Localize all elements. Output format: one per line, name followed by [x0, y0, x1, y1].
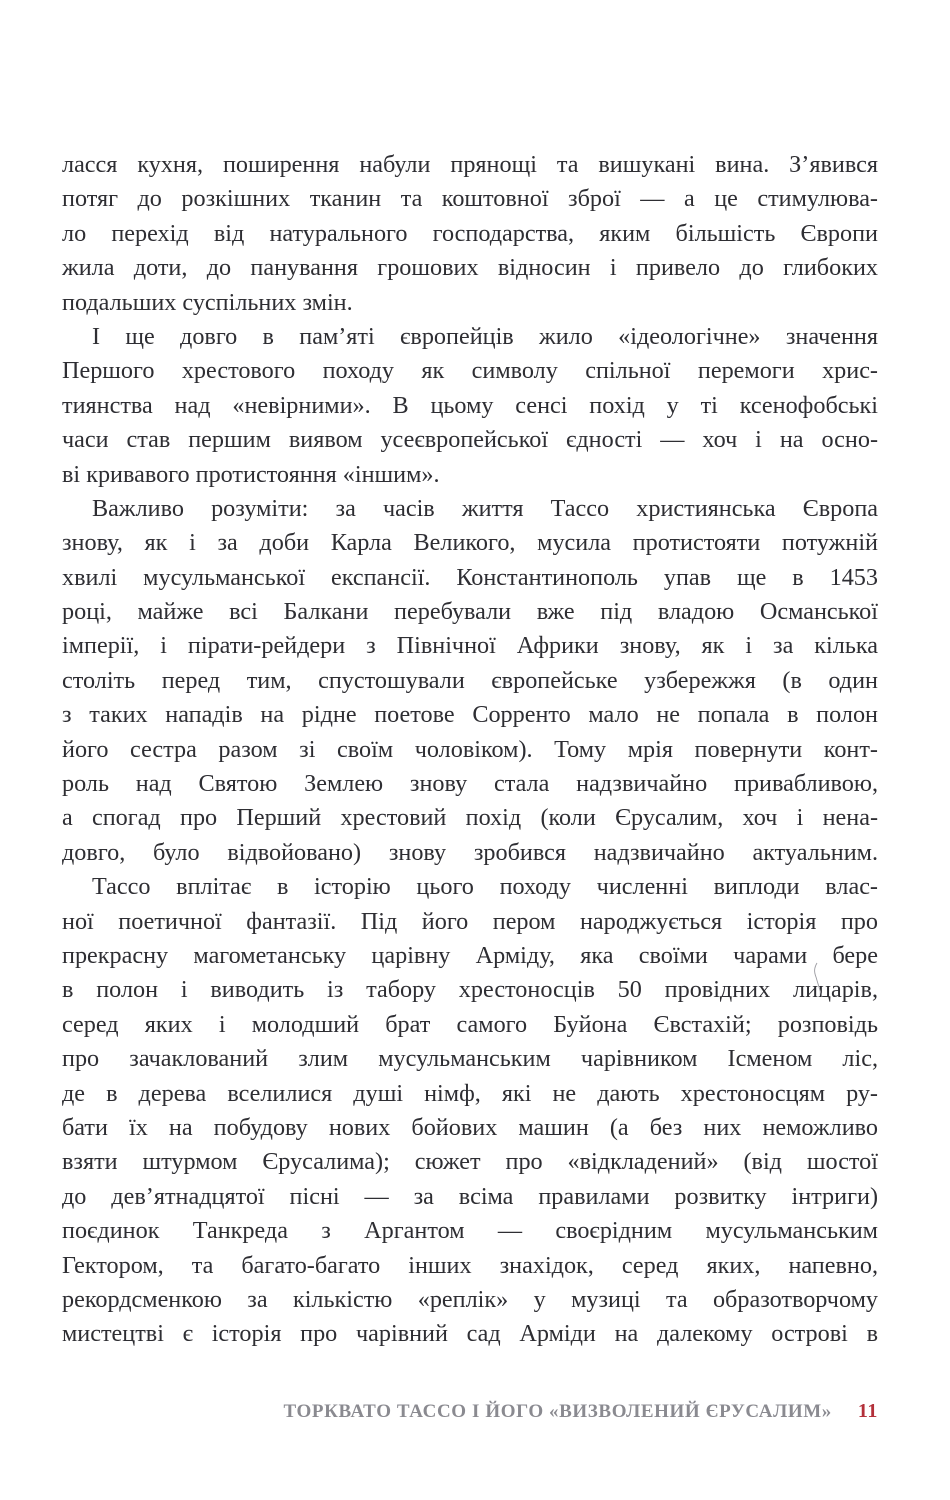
text-line: з таких нападів на рідне поетове Сорренто мало не попала в полон — [62, 701, 878, 729]
text-line: серед яких і молодший брат самого Буйона Євстахій; розповідь — [62, 1010, 878, 1038]
text-line: І ще довго в пам’яті європейців жило «ідеологічне» значення — [92, 322, 878, 350]
text-line: ласся кухня, поширення набули прянощі та вишукані вина. З’явився — [62, 151, 878, 178]
text-line: рекордсменкою за кількістю «реплік» у музиці та образотворчому — [62, 1285, 878, 1313]
body-text — [62, 148, 878, 1352]
text-line: де в дерева вселилися душі німф, які не дають хрестоносцям ру- — [62, 1079, 878, 1107]
text-line: імперії, і пірати-рейдери з Північної Африки знову, як і за кілька — [62, 632, 878, 660]
text-line: довго, було відвойовано) знову зробився надзвичайно актуальним. — [62, 838, 878, 866]
text-line: Першого хрестового походу як символу спільної перемоги хрис- — [62, 357, 878, 385]
text-line: Важливо розуміти: за часів життя Тассо християнська Європа — [92, 494, 878, 522]
text-line: тиянства над «невірними». В цьому сенсі похід у ті ксенофобські — [62, 391, 878, 419]
paragraph-3 — [62, 492, 878, 870]
pencil-mark-icon — [813, 962, 823, 998]
page-footer — [283, 1400, 878, 1423]
text-line: потяг до розкішних тканин та коштовної зброї — а це стимулюва- — [62, 185, 878, 213]
text-line: а спогад про Перший хрестовий похід (коли Єрусалим, хоч і нена- — [62, 804, 878, 832]
text-line: до дев’ятнадцятої пісні — за всіма правилами розвитку інтриги) — [62, 1182, 878, 1210]
text-line: ло перехід від натурального господарства, яким більшість Європи — [62, 219, 878, 247]
page-number: 11 — [857, 1400, 878, 1422]
text-line: знову, як і за доби Карла Великого, мусила протистояти потужній — [62, 529, 878, 557]
text-line: в полон і виводить із табору хрестоносців 50 провідних лицарів, — [62, 976, 878, 1004]
text-line: взяти штурмом Єрусалима); сюжет про «відкладений» (від шостої — [62, 1148, 878, 1176]
paragraph-2 — [62, 320, 878, 492]
text-line: поєдинок Танкреда з Аргантом — своєрідним мусульманським — [62, 1217, 878, 1245]
text-line: його сестра разом зі своїм чоловіком). Тому мрія повернути конт- — [62, 735, 878, 763]
paragraph-4 — [62, 870, 878, 1351]
text-line: ної поетичної фантазії. Під його пером народжується історія про — [62, 907, 878, 935]
text-line: мистецтві є історія про чарівний сад Арміди на далекому острові в — [62, 1320, 878, 1348]
text-line: століть перед тим, спустошували європейське узбережжя (в один — [62, 666, 878, 694]
text-line: жила доти, до панування грошових відносин і привело до глибоких — [62, 254, 878, 282]
text-line: хвилі мусульманської експансії. Константинополь упав ще в 1453 — [62, 563, 878, 591]
paragraph-1 — [62, 148, 878, 320]
text-line: бати їх на побудову нових бойових машин (а без них неможливо — [62, 1113, 878, 1141]
text-line: часи став першим виявом усеєвропейської єдності — хоч і на осно- — [62, 426, 878, 454]
text-line: подальших суспільних змін. — [62, 288, 353, 316]
text-line: Тассо вплітає в історію цього походу численні виплоди влас- — [92, 873, 878, 901]
text-line: Гектором, та багато-багато інших знахідок, серед яких, напевно, — [62, 1251, 878, 1279]
text-line: ві кривавого протистояння «іншим». — [62, 460, 440, 488]
text-line: про зачаклований злим мусульманським чарівником Ісменом ліс, — [62, 1045, 878, 1073]
text-line: роль над Святою Землею знову стала надзвичайно привабливою, — [62, 770, 878, 798]
running-title: ТОРКВАТО ТАССО І ЙОГО «ВИЗВОЛЕНИЙ ЄРУСАЛИМ» — [283, 1401, 832, 1422]
text-line: прекрасну магометанську царівну Арміду, яка своїми чарами бере — [62, 941, 878, 969]
text-line: році, майже всі Балкани перебували вже під владою Османської — [62, 598, 878, 626]
